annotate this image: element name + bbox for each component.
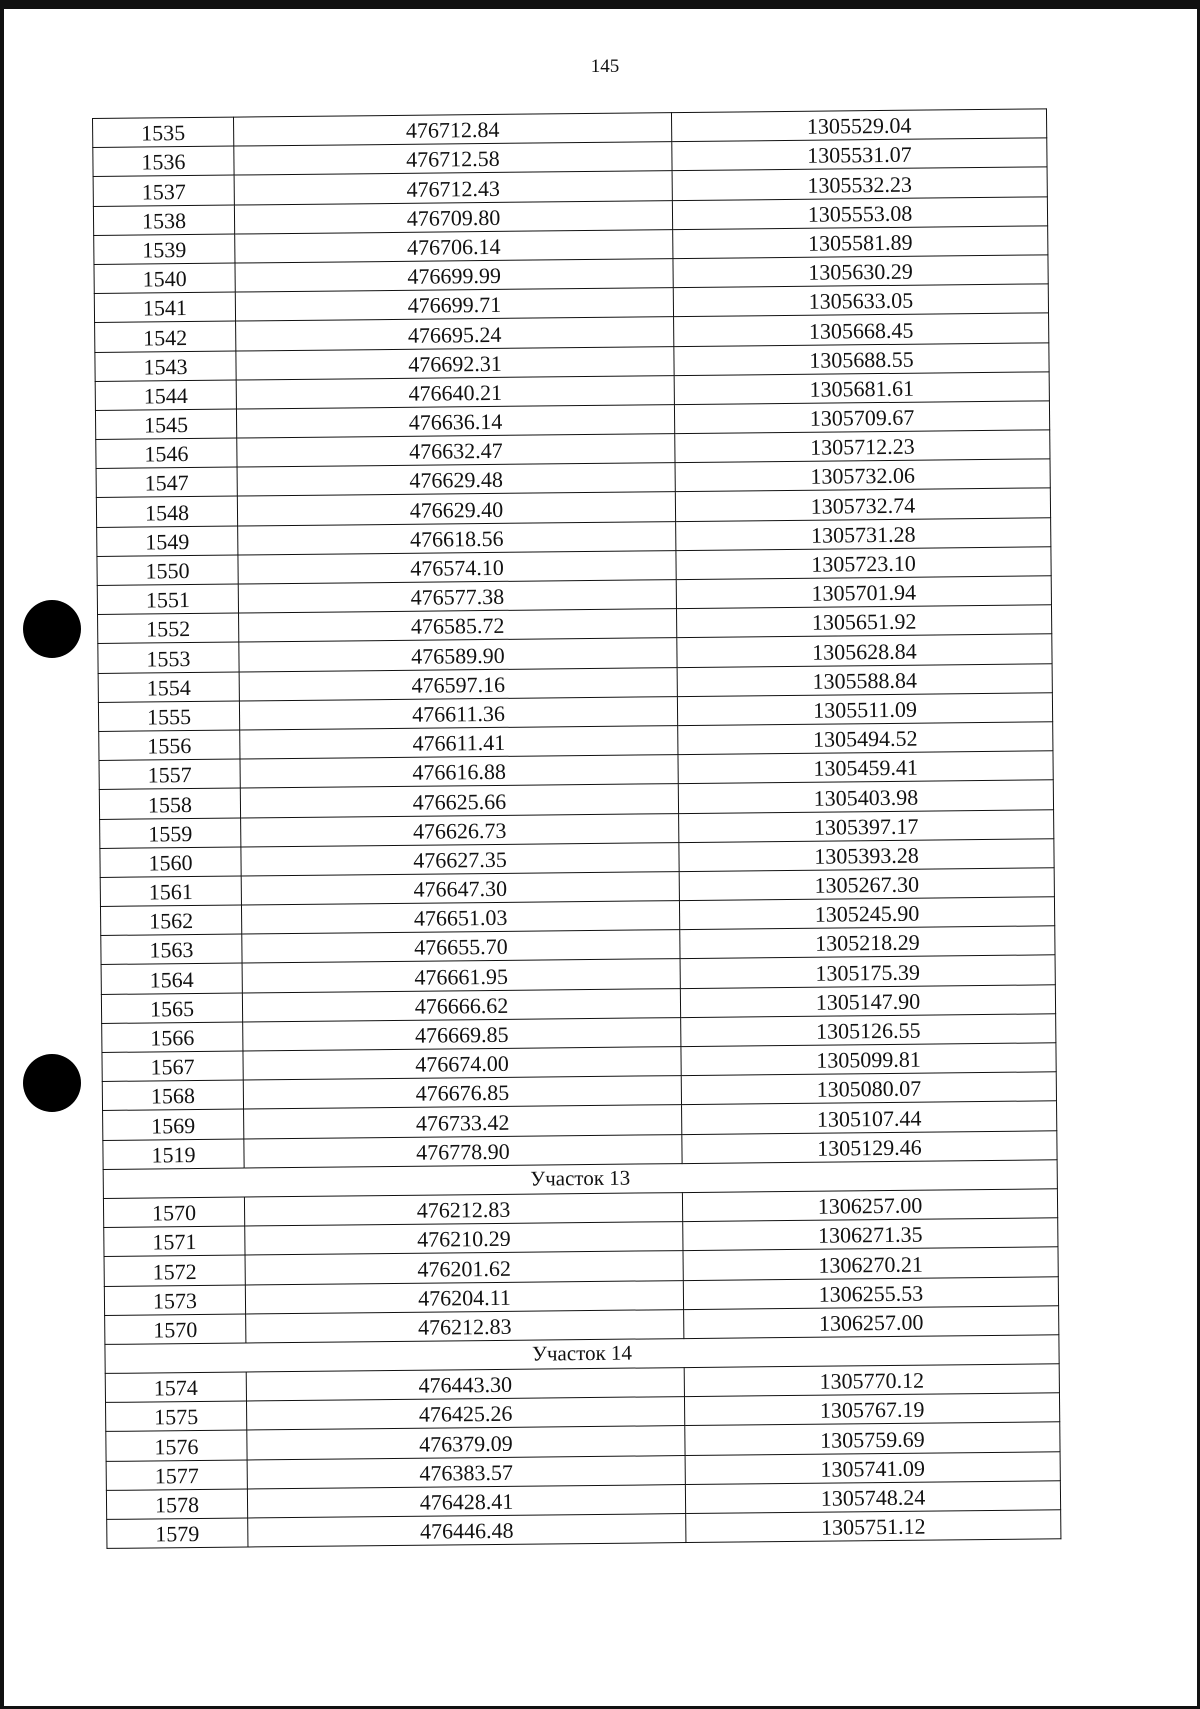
point-number-cell: 1540 bbox=[94, 263, 235, 294]
x-coordinate-cell: 476647.30 bbox=[241, 871, 679, 905]
x-coordinate-cell: 476626.73 bbox=[241, 813, 679, 847]
x-coordinate-cell: 476669.85 bbox=[243, 1017, 681, 1051]
point-number-cell: 1544 bbox=[95, 380, 236, 411]
x-coordinate-cell: 476443.30 bbox=[246, 1368, 684, 1402]
y-coordinate-cell: 1305267.30 bbox=[679, 868, 1054, 901]
y-coordinate-cell: 1305529.04 bbox=[671, 109, 1046, 142]
y-coordinate-cell: 1305731.28 bbox=[676, 517, 1051, 550]
point-number-cell: 1519 bbox=[103, 1139, 244, 1170]
x-coordinate-cell: 476699.99 bbox=[235, 259, 673, 293]
y-coordinate-cell: 1305245.90 bbox=[679, 897, 1054, 930]
x-coordinate-cell: 476611.41 bbox=[240, 726, 678, 760]
point-number-cell: 1565 bbox=[101, 993, 242, 1024]
x-coordinate-cell: 476204.11 bbox=[245, 1280, 683, 1314]
point-number-cell: 1571 bbox=[104, 1226, 245, 1257]
y-coordinate-cell: 1305767.19 bbox=[684, 1393, 1059, 1426]
y-coordinate-cell: 1305175.39 bbox=[680, 955, 1055, 988]
x-coordinate-cell: 476446.48 bbox=[248, 1514, 686, 1548]
x-coordinate-cell: 476629.48 bbox=[237, 463, 675, 497]
point-number-cell: 1550 bbox=[97, 555, 238, 586]
y-coordinate-cell: 1305588.84 bbox=[677, 663, 1052, 696]
y-coordinate-cell: 1305218.29 bbox=[680, 926, 1055, 959]
point-number-cell: 1564 bbox=[101, 963, 242, 994]
point-number-cell: 1538 bbox=[93, 205, 234, 236]
y-coordinate-cell: 1306255.53 bbox=[683, 1276, 1058, 1309]
y-coordinate-cell: 1305633.05 bbox=[673, 284, 1048, 317]
coordinates-table bbox=[92, 108, 1061, 1549]
point-number-cell: 1536 bbox=[93, 146, 234, 177]
y-coordinate-cell: 1305681.61 bbox=[674, 372, 1049, 405]
point-number-cell: 1570 bbox=[105, 1314, 246, 1345]
x-coordinate-cell: 476616.88 bbox=[240, 755, 678, 789]
x-coordinate-cell: 476585.72 bbox=[239, 609, 677, 643]
point-number-cell: 1553 bbox=[98, 642, 239, 673]
y-coordinate-cell: 1305393.28 bbox=[679, 838, 1054, 871]
page-number: 145 bbox=[590, 56, 620, 77]
x-coordinate-cell: 476640.21 bbox=[236, 375, 674, 409]
y-coordinate-cell: 1305701.94 bbox=[676, 576, 1051, 609]
y-coordinate-cell: 1305397.17 bbox=[679, 809, 1054, 842]
x-coordinate-cell: 476712.84 bbox=[233, 113, 671, 147]
y-coordinate-cell: 1305723.10 bbox=[676, 547, 1051, 580]
point-number-cell: 1573 bbox=[104, 1285, 245, 1316]
x-coordinate-cell: 476666.62 bbox=[242, 988, 680, 1022]
section-title: Участок 14 bbox=[105, 1335, 1059, 1374]
point-number-cell: 1556 bbox=[99, 730, 240, 761]
point-number-cell: 1576 bbox=[106, 1430, 247, 1461]
x-coordinate-cell: 476699.71 bbox=[235, 288, 673, 322]
x-coordinate-cell: 476201.62 bbox=[245, 1251, 683, 1285]
point-number-cell: 1575 bbox=[106, 1401, 247, 1432]
point-number-cell: 1562 bbox=[100, 905, 241, 936]
x-coordinate-cell: 476210.29 bbox=[245, 1222, 683, 1256]
y-coordinate-cell: 1305770.12 bbox=[684, 1364, 1059, 1397]
y-coordinate-cell: 1305630.29 bbox=[673, 255, 1048, 288]
x-coordinate-cell: 476651.03 bbox=[241, 901, 679, 935]
point-number-cell: 1535 bbox=[93, 117, 234, 148]
y-coordinate-cell: 1305759.69 bbox=[685, 1422, 1060, 1455]
y-coordinate-cell: 1305688.55 bbox=[674, 342, 1049, 375]
point-number-cell: 1552 bbox=[98, 613, 239, 644]
y-coordinate-cell: 1305751.12 bbox=[686, 1510, 1061, 1543]
x-coordinate-cell: 476627.35 bbox=[241, 842, 679, 876]
punch-hole-mark bbox=[23, 600, 81, 658]
point-number-cell: 1551 bbox=[97, 584, 238, 615]
y-coordinate-cell: 1306270.21 bbox=[683, 1247, 1058, 1280]
point-number-cell: 1568 bbox=[102, 1080, 243, 1111]
point-number-cell: 1559 bbox=[100, 818, 241, 849]
y-coordinate-cell: 1305511.09 bbox=[677, 693, 1052, 726]
y-coordinate-cell: 1305099.81 bbox=[681, 1043, 1056, 1076]
x-coordinate-cell: 476676.85 bbox=[243, 1076, 681, 1110]
point-number-cell: 1554 bbox=[98, 672, 239, 703]
point-number-cell: 1546 bbox=[96, 438, 237, 469]
y-coordinate-cell: 1305494.52 bbox=[678, 722, 1053, 755]
punch-hole-mark bbox=[23, 1054, 81, 1112]
x-coordinate-cell: 476661.95 bbox=[242, 959, 680, 993]
x-coordinate-cell: 476674.00 bbox=[243, 1047, 681, 1081]
y-coordinate-cell: 1305126.55 bbox=[681, 1014, 1056, 1047]
point-number-cell: 1560 bbox=[100, 847, 241, 878]
point-number-cell: 1557 bbox=[99, 759, 240, 790]
y-coordinate-cell: 1306257.00 bbox=[682, 1189, 1057, 1222]
x-coordinate-cell: 476597.16 bbox=[239, 667, 677, 701]
point-number-cell: 1569 bbox=[103, 1109, 244, 1140]
point-number-cell: 1567 bbox=[102, 1051, 243, 1082]
point-number-cell: 1542 bbox=[95, 321, 236, 352]
x-coordinate-cell: 476706.14 bbox=[235, 229, 673, 263]
coordinates-table-container bbox=[92, 108, 1061, 1549]
point-number-cell: 1574 bbox=[105, 1372, 246, 1403]
x-coordinate-cell: 476692.31 bbox=[236, 346, 674, 380]
y-coordinate-cell: 1306271.35 bbox=[683, 1218, 1058, 1251]
y-coordinate-cell: 1305080.07 bbox=[681, 1072, 1056, 1105]
x-coordinate-cell: 476589.90 bbox=[239, 638, 677, 672]
y-coordinate-cell: 1305531.07 bbox=[672, 138, 1047, 171]
y-coordinate-cell: 1306257.00 bbox=[684, 1305, 1059, 1338]
point-number-cell: 1570 bbox=[103, 1197, 244, 1228]
y-coordinate-cell: 1305553.08 bbox=[672, 196, 1047, 229]
point-number-cell: 1548 bbox=[96, 496, 237, 527]
x-coordinate-cell: 476611.36 bbox=[239, 696, 677, 730]
x-coordinate-cell: 476655.70 bbox=[242, 930, 680, 964]
x-coordinate-cell: 476629.40 bbox=[237, 492, 675, 526]
x-coordinate-cell: 476712.43 bbox=[234, 171, 672, 205]
y-coordinate-cell: 1305732.06 bbox=[675, 459, 1050, 492]
y-coordinate-cell: 1305709.67 bbox=[674, 401, 1049, 434]
x-coordinate-cell: 476712.58 bbox=[234, 142, 672, 176]
x-coordinate-cell: 476625.66 bbox=[240, 784, 678, 818]
point-number-cell: 1547 bbox=[96, 467, 237, 498]
point-number-cell: 1543 bbox=[95, 351, 236, 382]
y-coordinate-cell: 1305628.84 bbox=[677, 634, 1052, 667]
y-coordinate-cell: 1305741.09 bbox=[685, 1451, 1060, 1484]
point-number-cell: 1578 bbox=[106, 1489, 247, 1520]
x-coordinate-cell: 476618.56 bbox=[238, 521, 676, 555]
x-coordinate-cell: 476733.42 bbox=[244, 1105, 682, 1139]
x-coordinate-cell: 476379.09 bbox=[247, 1426, 685, 1460]
coordinates-table-body bbox=[93, 109, 1061, 1549]
y-coordinate-cell: 1305459.41 bbox=[678, 751, 1053, 784]
y-coordinate-cell: 1305581.89 bbox=[673, 226, 1048, 259]
point-number-cell: 1555 bbox=[98, 701, 239, 732]
x-coordinate-cell: 476428.41 bbox=[247, 1484, 685, 1518]
point-number-cell: 1558 bbox=[99, 788, 240, 819]
y-coordinate-cell: 1305107.44 bbox=[682, 1101, 1057, 1134]
point-number-cell: 1563 bbox=[101, 934, 242, 965]
x-coordinate-cell: 476709.80 bbox=[234, 200, 672, 234]
section-title: Участок 13 bbox=[103, 1160, 1057, 1199]
point-number-cell: 1561 bbox=[100, 876, 241, 907]
y-coordinate-cell: 1305732.74 bbox=[675, 488, 1050, 521]
y-coordinate-cell: 1305651.92 bbox=[676, 605, 1051, 638]
x-coordinate-cell: 476577.38 bbox=[238, 580, 676, 614]
point-number-cell: 1572 bbox=[104, 1255, 245, 1286]
y-coordinate-cell: 1305748.24 bbox=[685, 1481, 1060, 1514]
point-number-cell: 1541 bbox=[94, 292, 235, 323]
point-number-cell: 1537 bbox=[93, 175, 234, 206]
x-coordinate-cell: 476574.10 bbox=[238, 550, 676, 584]
point-number-cell: 1566 bbox=[102, 1022, 243, 1053]
y-coordinate-cell: 1305668.45 bbox=[674, 313, 1049, 346]
y-coordinate-cell: 1305712.23 bbox=[675, 430, 1050, 463]
x-coordinate-cell: 476778.90 bbox=[244, 1134, 682, 1168]
x-coordinate-cell: 476636.14 bbox=[236, 404, 674, 438]
y-coordinate-cell: 1305147.90 bbox=[680, 984, 1055, 1017]
x-coordinate-cell: 476212.83 bbox=[246, 1309, 684, 1343]
y-coordinate-cell: 1305403.98 bbox=[678, 780, 1053, 813]
point-number-cell: 1539 bbox=[94, 234, 235, 265]
x-coordinate-cell: 476383.57 bbox=[247, 1455, 685, 1489]
point-number-cell: 1545 bbox=[95, 409, 236, 440]
x-coordinate-cell: 476632.47 bbox=[237, 434, 675, 468]
x-coordinate-cell: 476212.83 bbox=[244, 1193, 682, 1227]
point-number-cell: 1549 bbox=[97, 526, 238, 557]
x-coordinate-cell: 476425.26 bbox=[246, 1397, 684, 1431]
y-coordinate-cell: 1305532.23 bbox=[672, 167, 1047, 200]
y-coordinate-cell: 1305129.46 bbox=[682, 1130, 1057, 1163]
x-coordinate-cell: 476695.24 bbox=[236, 317, 674, 351]
point-number-cell: 1577 bbox=[106, 1460, 247, 1491]
point-number-cell: 1579 bbox=[107, 1518, 248, 1549]
